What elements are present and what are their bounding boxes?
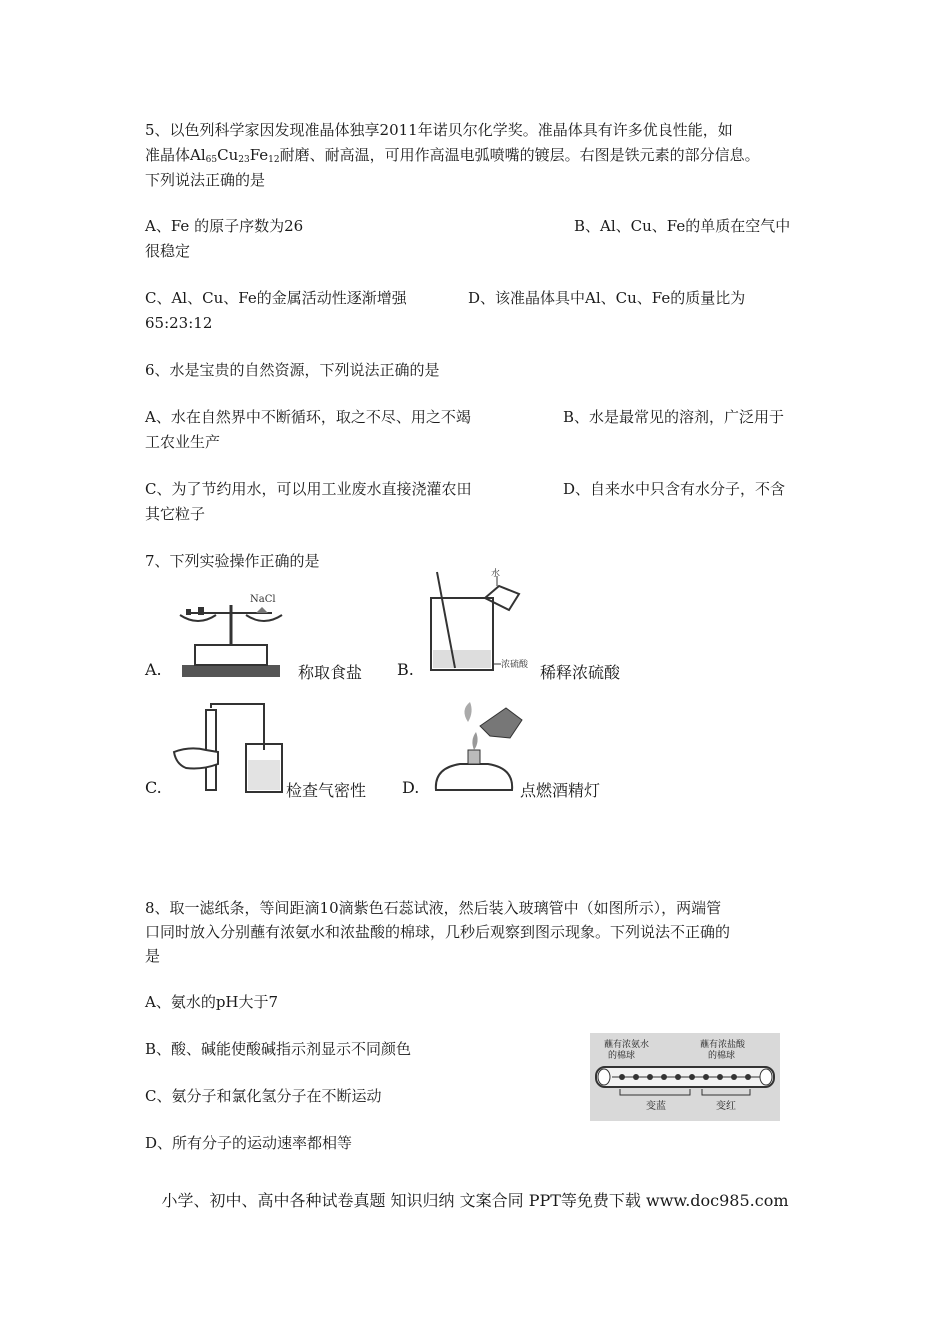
q5-option-c: C、Al、Cu、Fe的金属活动性逐渐增强 xyxy=(145,289,407,307)
right-label-2: 的棉球 xyxy=(708,1051,736,1061)
q6-option-c: C、为了节约用水，可以用工业废水直接浇灌农田 xyxy=(145,480,472,498)
q7-d-letter: D. xyxy=(402,778,420,797)
q7-b-text: 稀释浓硫酸 xyxy=(540,663,621,682)
q8-stem-line3: 是 xyxy=(145,947,161,965)
balance-base xyxy=(182,665,280,677)
glass-tube-figure xyxy=(590,1033,780,1121)
balance-body xyxy=(195,645,267,665)
q5-line2-pre: 准晶体 xyxy=(145,146,191,164)
q5-stem-line1: 5、以色列科学家因发现准晶体独享2011年诺贝尔化学奖。准晶体具有许多优良性能，如 xyxy=(145,121,733,139)
q8-option-d: D、所有分子的运动速率都相等 xyxy=(145,1134,353,1152)
q8-option-b: B、酸、碱能使酸碱指示剂显示不同颜色 xyxy=(145,1040,412,1058)
flame xyxy=(472,732,477,750)
page-footer: 小学、初中、高中各种试卷真题 知识归纳 文案合同 PPT等免费下载 www.doc985.com xyxy=(161,1191,789,1210)
formula-cu-n: 23 xyxy=(238,155,250,165)
right-cotton-ball xyxy=(760,1069,772,1085)
q5-option-d: D、该准晶体具中Al、Cu、Fe的质量比为 xyxy=(468,289,746,307)
formula-al: Al xyxy=(190,146,206,164)
q7-b-letter: B. xyxy=(397,660,414,679)
second-lamp xyxy=(480,708,522,738)
formula-al-n: 65 xyxy=(205,155,218,165)
blue-label: 变蓝 xyxy=(646,1101,666,1112)
q8-option-a: A、氨水的pH大于7 xyxy=(145,993,279,1011)
formula-fe-n: 12 xyxy=(268,155,280,165)
water-label: 水 xyxy=(491,569,501,579)
red-label: 变红 xyxy=(716,1101,736,1112)
q5-option-d-cont: 65:23:12 xyxy=(145,314,213,332)
q7-a-letter: A. xyxy=(145,660,162,679)
q7-a-text: 称取食盐 xyxy=(298,663,363,682)
lamp-body xyxy=(436,764,512,790)
q6-option-b-cont: 工农业生产 xyxy=(145,433,221,451)
balance-illustration xyxy=(170,585,290,683)
q8-stem-line1: 8、取一滤纸条，等间距滴10滴紫色石蕊试液，然后装入玻璃管中（如图所示），两端管 xyxy=(145,899,722,917)
q7-d-text: 点燃酒精灯 xyxy=(520,781,601,800)
hand xyxy=(174,748,218,768)
q5-option-b: B、Al、Cu、Fe的单质在空气中 xyxy=(574,217,791,235)
left-cotton-ball xyxy=(598,1069,610,1085)
q7-c-letter: C. xyxy=(145,778,162,797)
beaker-dilution-illustration xyxy=(425,568,537,678)
q6-option-d-cont: 其它粒子 xyxy=(145,505,206,523)
left-label-2: 的棉球 xyxy=(608,1051,636,1061)
q8-option-c: C、氨分子和氯化氢分子在不断运动 xyxy=(145,1087,382,1105)
q5-option-a: A、Fe 的原子序数为26 xyxy=(145,217,304,235)
right-label-1: 蘸有浓盐酸 xyxy=(700,1040,746,1050)
formula-cu: Cu xyxy=(217,146,239,164)
q7-stem: 7、下列实验操作正确的是 xyxy=(145,552,320,570)
q5-stem-line3: 下列说法正确的是 xyxy=(145,171,266,189)
q6-option-a: A、水在自然界中不断循环，取之不尽、用之不竭 xyxy=(145,408,471,426)
q7-c-text: 检查气密性 xyxy=(286,781,367,800)
q6-option-b: B、水是最常见的溶剂，广泛用于 xyxy=(563,408,785,426)
acid-label: 浓硫酸 xyxy=(501,660,529,670)
q5-option-b-cont: 很稳定 xyxy=(145,242,191,260)
formula-fe: Fe xyxy=(249,146,269,164)
q6-stem: 6、水是宝贵的自然资源，下列说法正确的是 xyxy=(145,361,440,379)
nacl-label: NaCl xyxy=(250,594,276,605)
right-pan xyxy=(246,615,282,621)
left-pan xyxy=(180,615,216,621)
q6-option-d: D、自来水中只含有水分子，不含 xyxy=(563,480,786,498)
left-label-1: 蘸有浓氨水 xyxy=(604,1040,650,1050)
formula-quasicrystal xyxy=(190,146,280,164)
q8-stem-line2: 口同时放入分别蘸有浓氨水和浓盐酸的棉球，几秒后观察到图示现象。下列说法不正确的 xyxy=(145,923,731,941)
q5-line2-post: 耐磨、耐高温，可用作高温电弧喷嘴的镀层。右图是铁元素的部分信息。 xyxy=(279,146,760,164)
airtightness-illustration xyxy=(172,700,284,795)
alcohol-lamp-illustration xyxy=(430,698,530,796)
